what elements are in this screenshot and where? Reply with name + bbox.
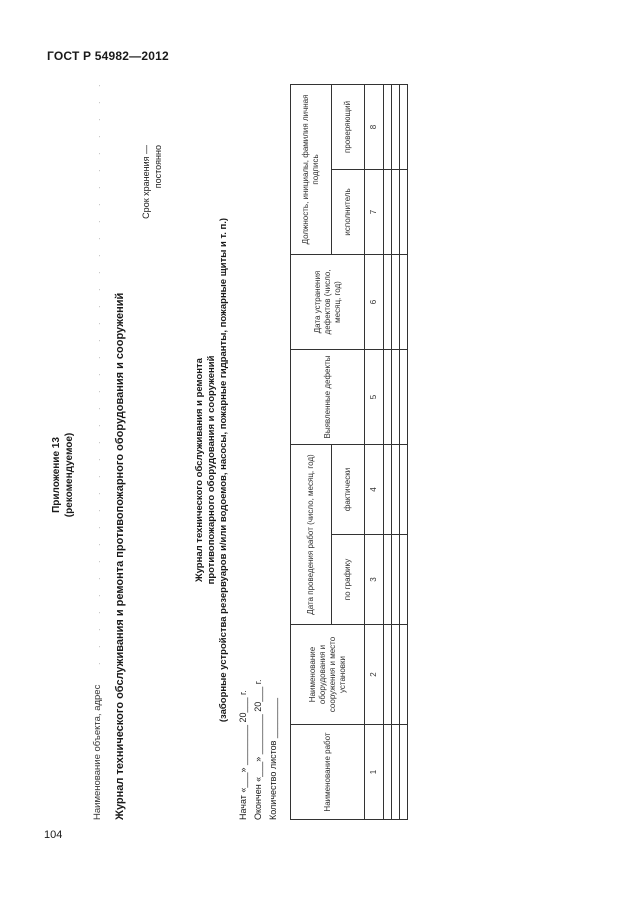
col-header-34: Дата проведения работ (число, месяц, год) [291,444,332,624]
col-header-7: исполнитель [332,169,365,254]
inner-title-line2: противопожарного оборудования и сооружений [206,355,217,585]
col-number: 6 [365,254,384,349]
table-row [400,84,408,819]
storage-term-line1: Срок хранения — [141,145,151,219]
col-header-1: Наименование работ [291,725,365,820]
col-number: 2 [365,625,384,725]
col-number: 4 [365,444,384,534]
sheets-count-field: Количество листов ________ [268,698,278,820]
standard-header: ГОСТ Р 54982—2012 [47,49,169,63]
col-number: 8 [365,84,384,169]
storage-term-line2: постоянно [153,145,163,189]
table-row [392,84,400,819]
appendix-subtitle: (рекомендуемое) [64,432,75,518]
storage-term [140,145,164,225]
page-number: 104 [44,829,63,841]
column-number-row [365,84,384,819]
end-date-field: Окончен «___» ________ 20___ г. [253,679,263,820]
object-dots: . . . . . . . . . . . . . . . . . . . . . . . . . . . . . . . . . . . [92,78,102,665]
inner-title-line1: Журнал технического обслуживания и ремонта [194,358,205,582]
col-header-5: Выявленные дефекты [291,349,365,444]
col-header-3: по графику [332,535,365,625]
start-date-field: Начат «___» ________ 20___ г. [238,690,248,820]
col-number: 1 [365,725,384,820]
col-header-4: фактически [332,444,365,534]
col-header-2: Наименование оборудования и сооружения и место установки [291,625,365,725]
col-number: 3 [365,535,384,625]
col-header-78: Должность, инициалы, фамилия личная подпись [291,84,332,254]
object-label: Наименование объекта, адрес [92,684,103,820]
appendix-heading [50,405,76,545]
col-number: 7 [365,169,384,254]
journal-title: Журнал технического обслуживания и ремонта противопожарного оборудования и сооружений [114,292,126,820]
inner-title-line3: (заборные устройства резервуаров и/или водоемов, насосы, пожарные гидранты, пожарные щиты и т. п.) [218,217,229,723]
journal-table [290,84,408,820]
col-header-6: Дата устранения дефектов (число, месяц, год) [291,254,365,349]
appendix-title: Приложение 13 [51,437,62,513]
col-header-8: проверяющий [332,84,365,169]
col-number: 5 [365,349,384,444]
table-row [384,84,392,819]
